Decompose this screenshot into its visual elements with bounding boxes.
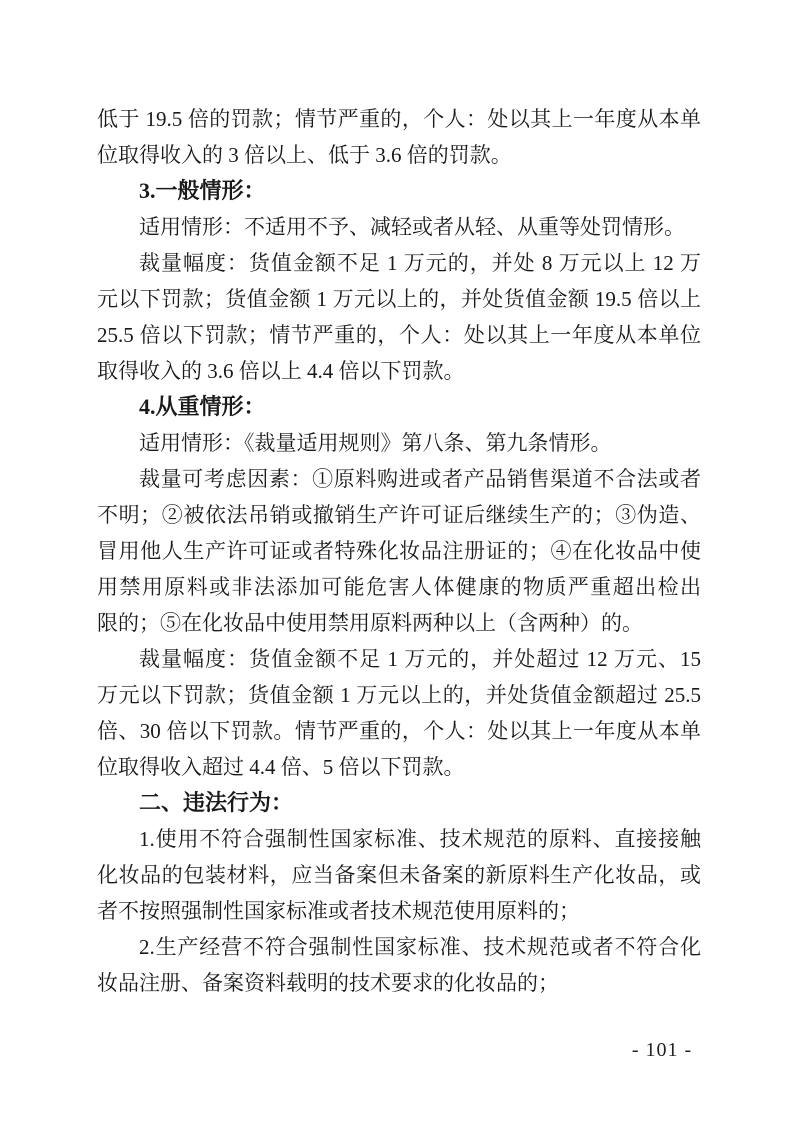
- body-line: 位取得收入的 3 倍以上、低于 3.6 倍的罚款。: [97, 143, 512, 167]
- body-line: 1.使用不符合强制性国家标准、技术规范的原料、直接接触: [139, 827, 701, 851]
- body-line: 倍、30 倍以下罚款。情节严重的，个人：处以其上一年度从本单: [97, 719, 701, 743]
- body-line: 裁量可考虑因素：①原料购进或者产品销售渠道不合法或者: [139, 467, 701, 491]
- body-line: 裁量幅度：货值金额不足 1 万元的，并处超过 12 万元、15: [139, 647, 701, 671]
- body-line: 裁量幅度：货值金额不足 1 万元的，并处 8 万元以上 12 万: [139, 251, 701, 275]
- body-line: 用禁用原料或非法添加可能危害人体健康的物质严重超出检出: [97, 575, 701, 599]
- body-line: 者不按照强制性国家标准或者技术规范使用原料的；: [97, 899, 580, 923]
- body-line: 化妆品的包装材料，应当备案但未备案的新原料生产化妆品，或: [97, 863, 701, 887]
- page-number: - 101 -: [631, 1039, 693, 1061]
- body-line: 元以下罚款；货值金额 1 万元以上的，并处货值金额 19.5 倍以上: [97, 287, 701, 311]
- heading-line: 3.一般情形：: [139, 178, 266, 203]
- body-line: 妆品注册、备案资料载明的技术要求的化妆品的；: [97, 971, 559, 995]
- body-line: 低于 19.5 倍的罚款；情节严重的，个人：处以其上一年度从本单: [97, 107, 701, 131]
- body-line: 25.5 倍以下罚款；情节严重的，个人：处以其上一年度从本单位: [97, 323, 701, 347]
- body-line: 适用情形：《裁量适用规则》第八条、第九条情形。: [139, 431, 612, 455]
- body-line: 位取得收入超过 4.4 倍、5 倍以下罚款。: [97, 755, 465, 779]
- body-line: 取得收入的 3.6 倍以上 4.4 倍以下罚款。: [97, 359, 465, 383]
- body-line: 万元以下罚款；货值金额 1 万元以上的，并处货值金额超过 25.5: [97, 683, 701, 707]
- body-line: 限的；⑤在化妆品中使用禁用原料两种以上（含两种）的。: [97, 611, 643, 635]
- body-line: 适用情形：不适用不予、减轻或者从轻、从重等处罚情形。: [139, 215, 685, 239]
- heading-line: 二、违法行为：: [139, 790, 294, 815]
- body-line: 冒用他人生产许可证或者特殊化妆品注册证的；④在化妆品中使: [97, 539, 701, 563]
- body-line: 不明；②被依法吊销或撤销生产许可证后继续生产的；③伪造、: [97, 503, 701, 527]
- body-line: 2.生产经营不符合强制性国家标准、技术规范或者不符合化: [139, 935, 701, 959]
- heading-line: 4.从重情形：: [139, 394, 266, 419]
- document-text: [97, 101, 701, 1001]
